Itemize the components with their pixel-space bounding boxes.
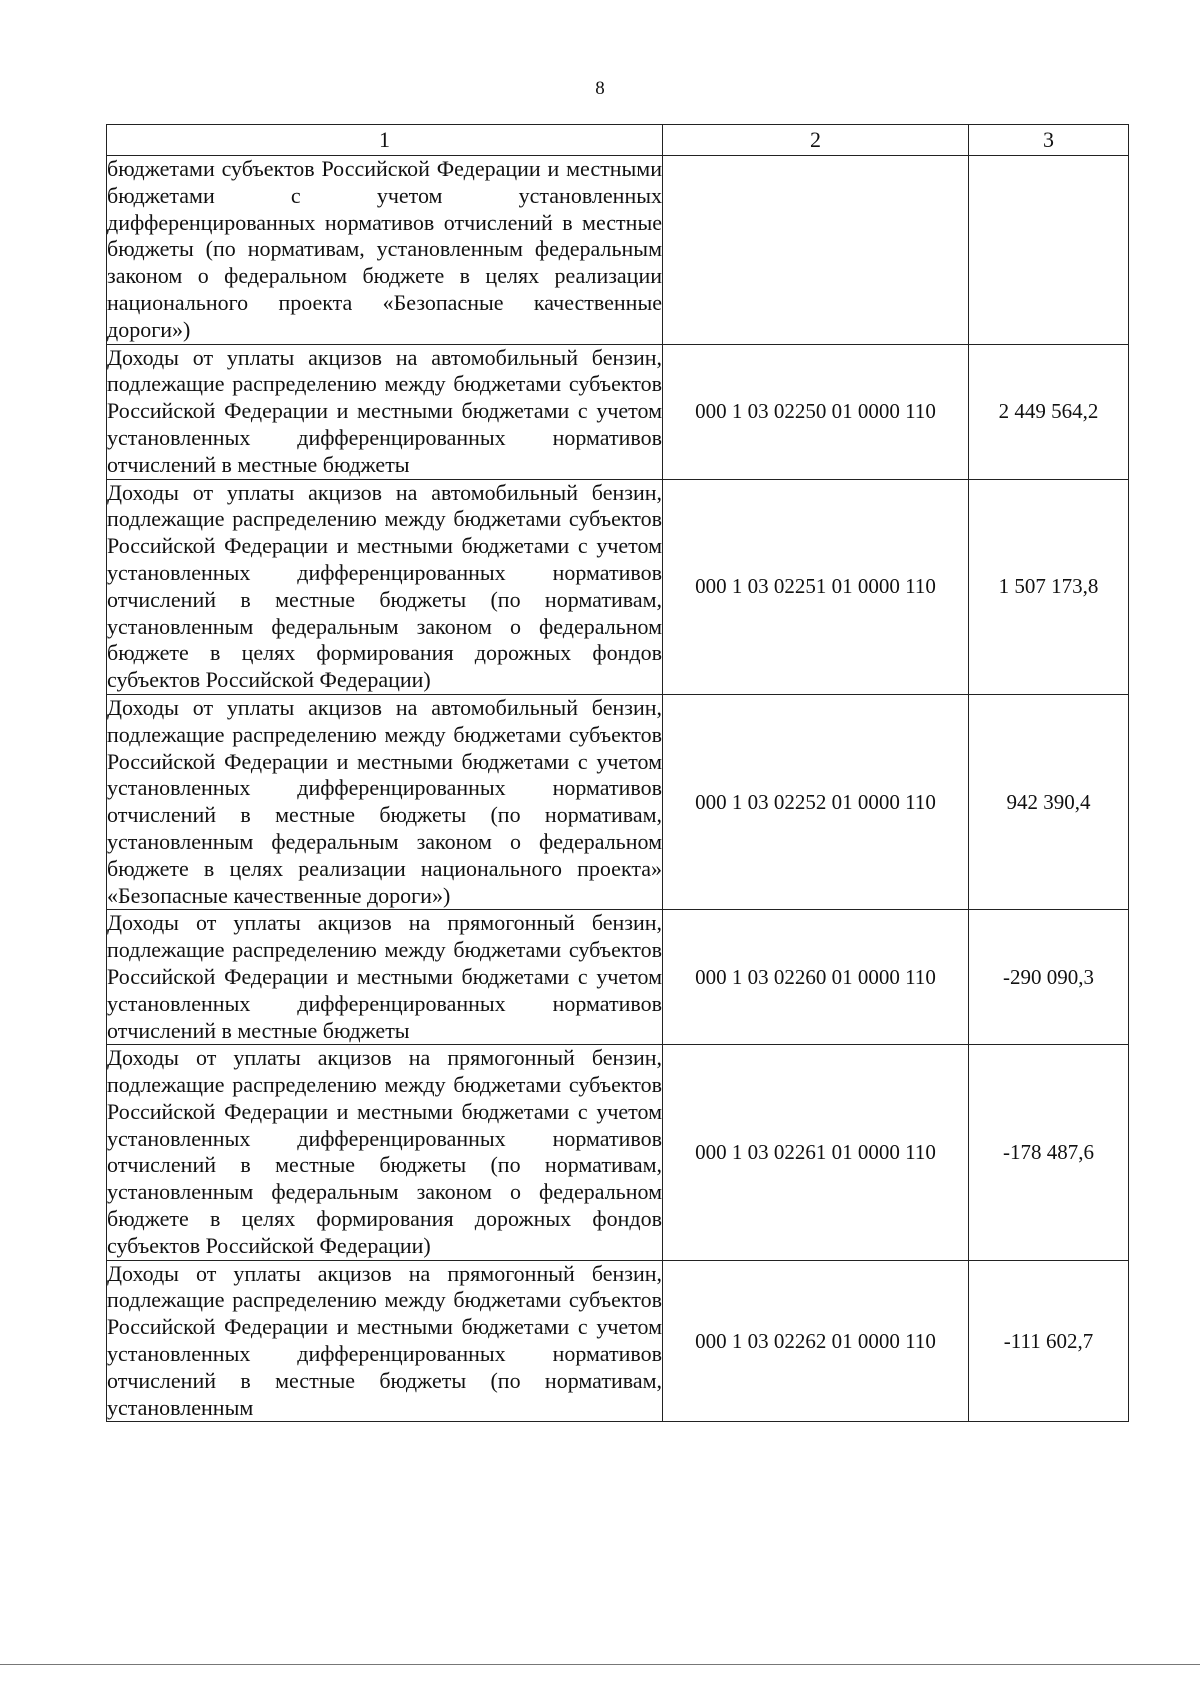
table-row [107, 1045, 1129, 1260]
table-row [107, 910, 1129, 1045]
row-amount: -111 602,7 [969, 1260, 1129, 1422]
row-code: 000 1 03 02260 01 0000 110 [663, 910, 969, 1045]
row-amount: 942 390,4 [969, 694, 1129, 909]
row-description: Доходы от уплаты акцизов на прямогонный бензин, подлежащие распределению между бюджетами субъектов Российской Федерации и местными бюджетами с учетом установленных дифференцированных нормативов отчислений в местные бюджеты [107, 910, 663, 1045]
row-description: Доходы от уплаты акцизов на прямогонный бензин, подлежащие распределению между бюджетами субъектов Российской Федерации и местными бюджетами с учетом установленных дифференцированных нормативов отчислений в местные бюджеты (по нормативам, установленным федеральным законом о федеральном бюджете в целях формирования дорожных фондов субъектов Российской Федерации) [107, 1045, 663, 1260]
row-code: 000 1 03 02261 01 0000 110 [663, 1045, 969, 1260]
table-row [107, 156, 1129, 345]
row-description: Доходы от уплаты акцизов на автомобильный бензин, подлежащие распределению между бюджетами субъектов Российской Федерации и местными бюджетами с учетом установленных дифференцированных нормативов отчислений в местные бюджеты [107, 344, 663, 479]
row-description: бюджетами субъектов Российской Федерации и местными бюджетами с учетом установленных дифференцированных нормативов отчислений в местные бюджеты (по нормативам, установленным федеральным законом о федеральном бюджете в целях реализации национального проекта «Безопасные качественные дороги») [107, 156, 663, 345]
table-row [107, 344, 1129, 479]
row-code: 000 1 03 02250 01 0000 110 [663, 344, 969, 479]
revenue-table [106, 124, 1129, 1422]
table-row [107, 694, 1129, 909]
row-amount: 1 507 173,8 [969, 479, 1129, 694]
bottom-rule [0, 1664, 1200, 1665]
table-row [107, 479, 1129, 694]
row-description: Доходы от уплаты акцизов на автомобильный бензин, подлежащие распределению между бюджетами субъектов Российской Федерации и местными бюджетами с учетом установленных дифференцированных нормативов отчислений в местные бюджеты (по нормативам, установленным федеральным законом о федеральном бюджете в целях формирования дорожных фондов субъектов Российской Федерации) [107, 479, 663, 694]
column-header-1: 1 [107, 125, 663, 156]
header-row [107, 125, 1129, 156]
row-amount: 2 449 564,2 [969, 344, 1129, 479]
row-code: 000 1 03 02252 01 0000 110 [663, 694, 969, 909]
row-amount [969, 156, 1129, 345]
column-header-2: 2 [663, 125, 969, 156]
table-row [107, 1260, 1129, 1422]
row-description: Доходы от уплаты акцизов на автомобильный бензин, подлежащие распределению между бюджетами субъектов Российской Федерации и местными бюджетами с учетом установленных дифференцированных нормативов отчислений в местные бюджеты (по нормативам, установленным федеральным законом о федеральном бюджете в целях реализации национального проекта» «Безопасные качественные дороги») [107, 694, 663, 909]
row-amount: -178 487,6 [969, 1045, 1129, 1260]
row-amount: -290 090,3 [969, 910, 1129, 1045]
row-code [663, 156, 969, 345]
row-code: 000 1 03 02262 01 0000 110 [663, 1260, 969, 1422]
page-number: 8 [595, 78, 605, 99]
column-header-3: 3 [969, 125, 1129, 156]
row-description: Доходы от уплаты акцизов на прямогонный бензин, подлежащие распределению между бюджетами субъектов Российской Федерации и местными бюджетами с учетом установленных дифференцированных нормативов отчислений в местные бюджеты (по нормативам, установленным [107, 1260, 663, 1422]
row-code: 000 1 03 02251 01 0000 110 [663, 479, 969, 694]
